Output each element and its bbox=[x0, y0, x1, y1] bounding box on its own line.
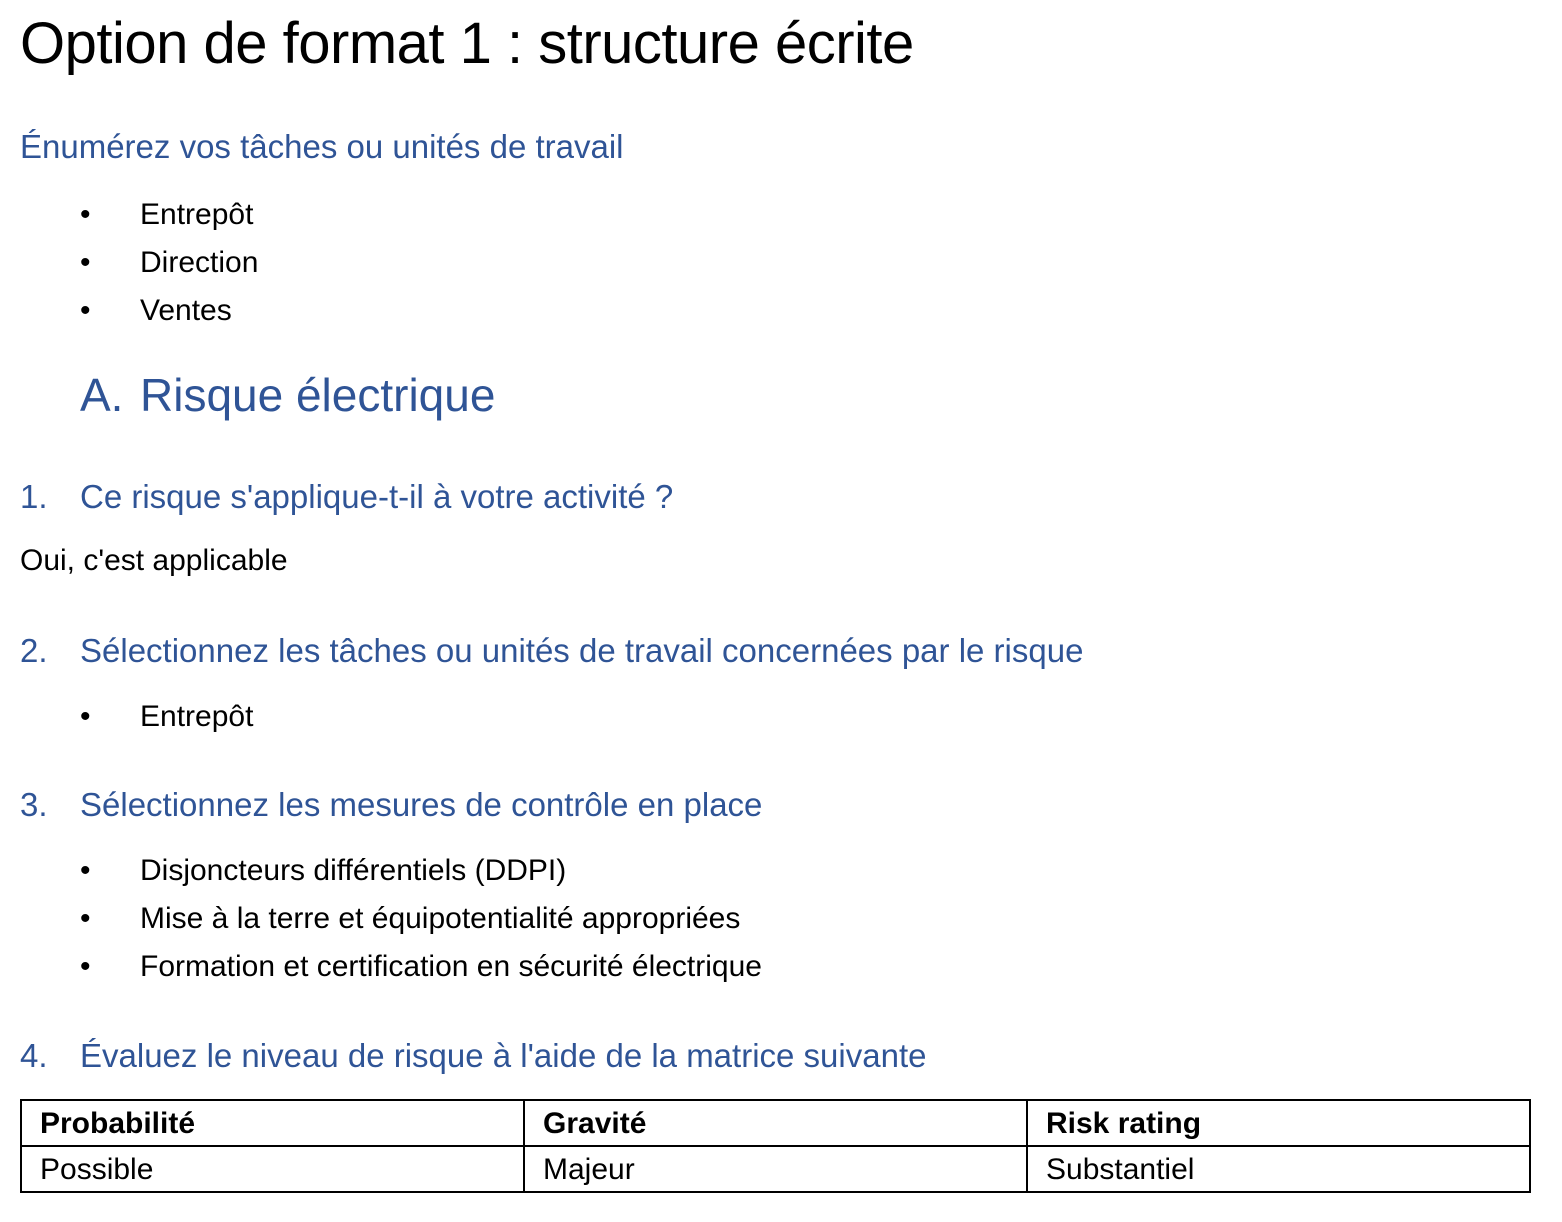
bullet-icon: • bbox=[80, 198, 91, 231]
cell-risk-rating: Substantiel bbox=[1027, 1146, 1530, 1192]
control-label: Formation et certification en sécurité électrique bbox=[140, 950, 762, 983]
question-text: Sélectionnez les mesures de contrôle en place bbox=[80, 786, 763, 823]
question-text: Sélectionnez les tâches ou unités de travail concernées par le risque bbox=[80, 632, 1084, 669]
cell-severity: Majeur bbox=[524, 1146, 1027, 1192]
bullet-icon: • bbox=[80, 294, 91, 327]
bullet-icon: • bbox=[80, 950, 91, 983]
unit-label: Ventes bbox=[140, 294, 232, 327]
risk-matrix-table bbox=[20, 1099, 1531, 1193]
answer-applicable: Oui, c'est applicable bbox=[20, 544, 288, 577]
units-heading: Énumérez vos tâches ou unités de travail bbox=[20, 128, 624, 165]
question-number: 3. bbox=[20, 786, 48, 823]
risk-section-letter: A. bbox=[80, 369, 124, 421]
bullet-icon: • bbox=[80, 700, 91, 733]
question-heading-1 bbox=[20, 478, 673, 516]
question-number: 1. bbox=[20, 478, 48, 515]
risk-section-heading bbox=[80, 368, 495, 422]
cell-probability: Possible bbox=[21, 1146, 524, 1192]
unit-label: Entrepôt bbox=[140, 198, 254, 231]
bullet-icon: • bbox=[80, 902, 91, 935]
question-heading-2 bbox=[20, 632, 1083, 670]
question-text: Évaluez le niveau de risque à l'aide de la matrice suivante bbox=[80, 1037, 927, 1074]
document-title: Option de format 1 : structure écrite bbox=[20, 11, 914, 76]
control-label: Mise à la terre et équipotentialité appropriées bbox=[140, 902, 741, 935]
question-heading-4 bbox=[20, 1037, 926, 1075]
question-number: 2. bbox=[20, 632, 48, 669]
table-header-row bbox=[21, 1100, 1530, 1146]
bullet-icon: • bbox=[80, 246, 91, 279]
header-risk-rating: Risk rating bbox=[1027, 1100, 1530, 1146]
unit-label: Entrepôt bbox=[140, 700, 254, 733]
question-text: Ce risque s'applique-t-il à votre activité ? bbox=[80, 478, 674, 515]
risk-section-title: Risque électrique bbox=[140, 369, 496, 421]
question-number: 4. bbox=[20, 1037, 48, 1074]
header-severity: Gravité bbox=[524, 1100, 1027, 1146]
unit-label: Direction bbox=[140, 246, 259, 279]
question-heading-3 bbox=[20, 786, 762, 824]
bullet-icon: • bbox=[80, 854, 91, 887]
control-label: Disjoncteurs différentiels (DDPI) bbox=[140, 854, 567, 887]
table-row bbox=[21, 1146, 1530, 1192]
header-probability: Probabilité bbox=[21, 1100, 524, 1146]
